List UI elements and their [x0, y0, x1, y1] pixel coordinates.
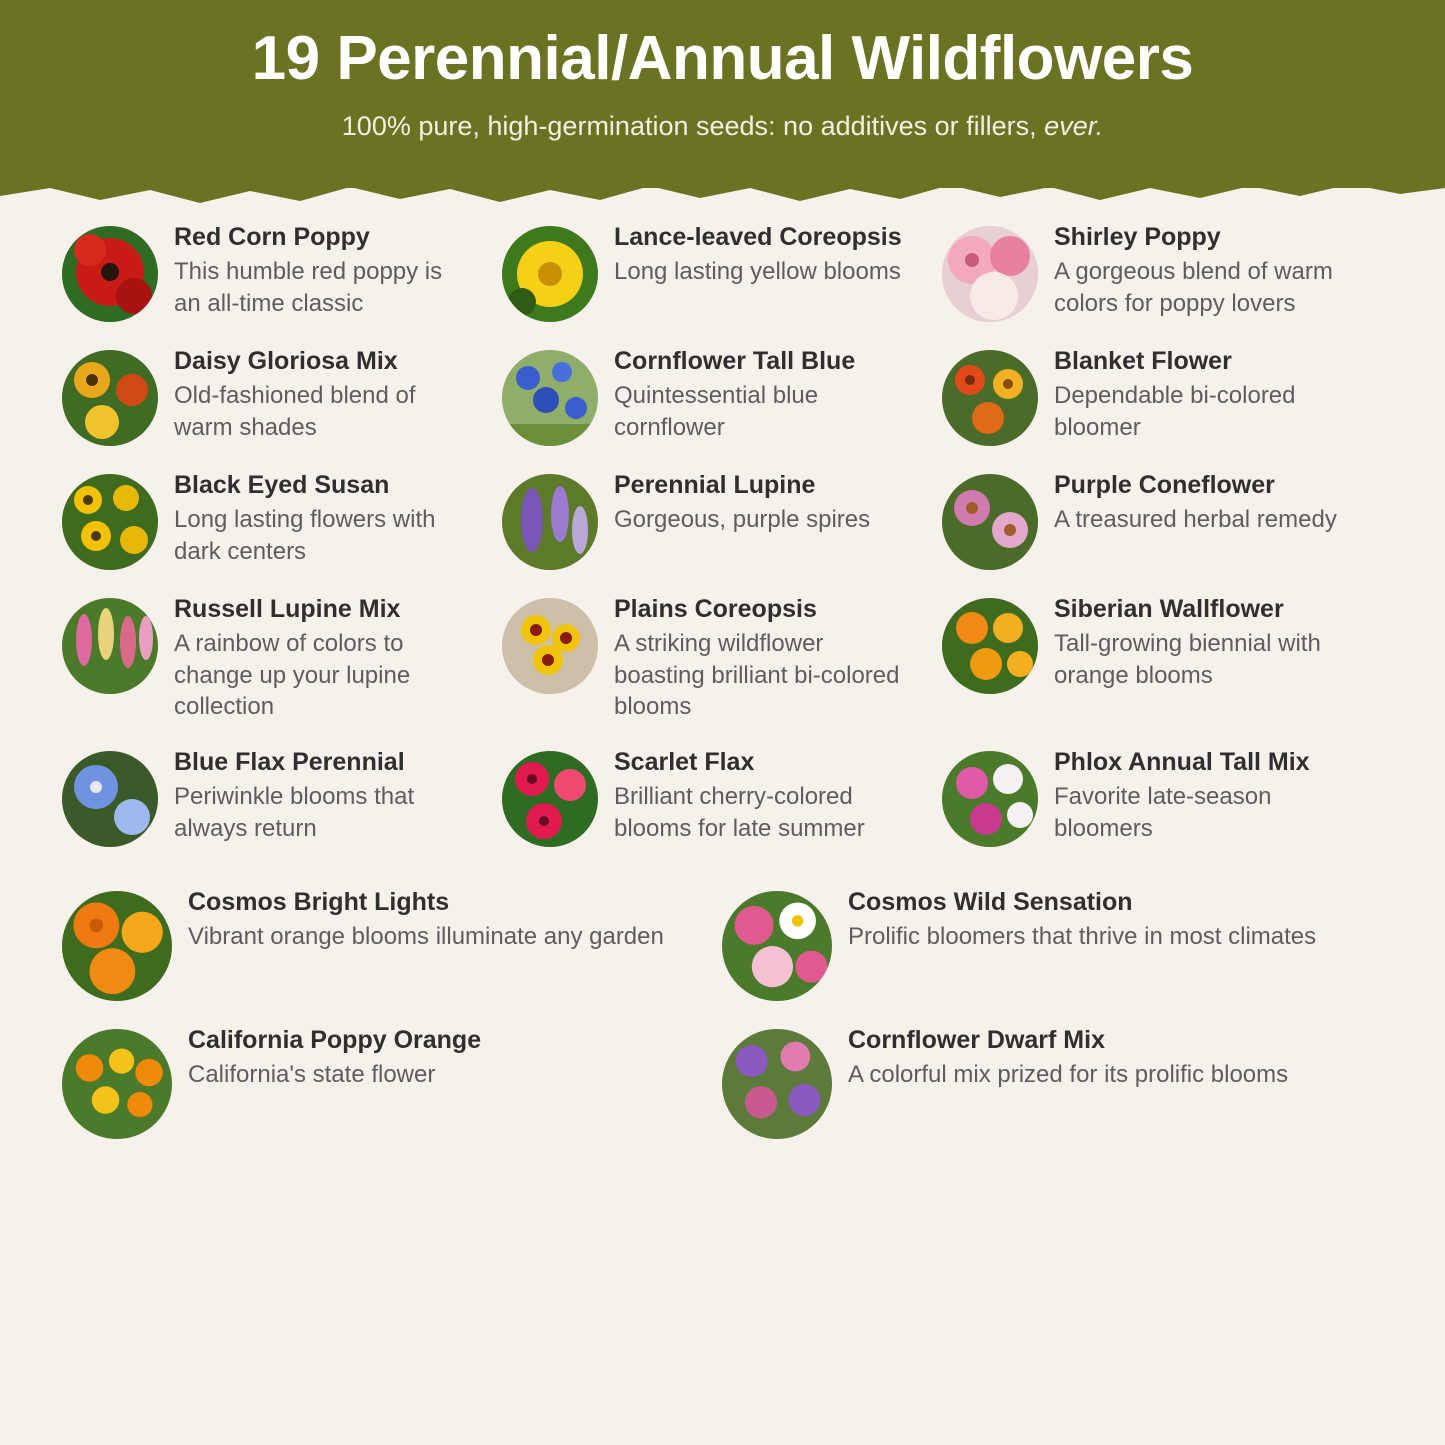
list-item[interactable]: [942, 468, 1382, 570]
flower-name: Shirley Poppy: [1054, 223, 1221, 251]
flower-thumbnail: [62, 1029, 172, 1139]
flower-name: California Poppy Orange: [188, 1026, 482, 1055]
flower-description: Tall-growing biennial with orange blooms: [1054, 630, 1321, 689]
flower-description: Long lasting flowers with dark centers: [174, 506, 436, 565]
subtitle-text: 100% pure, high-germination seeds: no additives or fillers,: [341, 110, 1045, 141]
list-item[interactable]: [502, 745, 942, 847]
list-item[interactable]: [502, 220, 942, 322]
flower-name: Scarlet Flax: [614, 748, 755, 777]
flower-description: Old-fashioned blend of warm shades: [174, 382, 416, 441]
flower-thumbnail: [502, 598, 598, 694]
flower-thumbnail: [942, 474, 1038, 570]
flower-name: Black Eyed Susan: [174, 471, 390, 499]
flower-thumbnail: [942, 751, 1038, 847]
flower-thumbnail: [502, 226, 598, 322]
list-item[interactable]: [722, 1023, 1382, 1139]
torn-paper-edge: [0, 174, 1445, 214]
flower-description: A rainbow of colors to change up your lupine collection: [174, 630, 411, 721]
list-item[interactable]: [62, 885, 722, 1001]
flower-name: Perennial Lupine: [614, 471, 816, 499]
flower-thumbnail: [942, 598, 1038, 694]
flower-name: Purple Coneflower: [1054, 471, 1275, 499]
flower-thumbnail: [62, 226, 158, 322]
list-item[interactable]: [62, 592, 502, 723]
flower-description: Favorite late-season bloomers: [1054, 783, 1272, 842]
flower-name: Blue Flax Perennial: [174, 748, 405, 777]
flower-description: A striking wildflower boasting brilliant bi-colored blooms: [614, 630, 900, 721]
flower-name: Russell Lupine Mix: [174, 595, 401, 623]
flower-description: Prolific bloomers that thrive in most climates: [848, 923, 1317, 951]
flower-thumbnail: [722, 1029, 832, 1139]
flower-name: Phlox Annual Tall Mix: [1054, 748, 1310, 777]
page-title: 19 Perennial/Annual Wildflowers: [251, 24, 1194, 93]
flower-grid-two-column: [0, 885, 1445, 1161]
list-item[interactable]: [942, 344, 1382, 446]
flower-description: Vibrant orange blooms illuminate any garden: [188, 923, 664, 951]
flower-description: A colorful mix prized for its prolific blooms: [848, 1061, 1289, 1089]
list-item[interactable]: [722, 885, 1382, 1001]
flower-name: Daisy Gloriosa Mix: [174, 347, 398, 375]
flower-thumbnail: [62, 891, 172, 1001]
flower-description: This humble red poppy is an all-time classic: [174, 258, 443, 317]
flower-thumbnail: [502, 474, 598, 570]
flower-thumbnail: [722, 891, 832, 1001]
flower-grid-three-column: [0, 220, 1445, 869]
list-item[interactable]: [502, 592, 942, 723]
flower-thumbnail: [942, 350, 1038, 446]
list-item[interactable]: [502, 344, 942, 446]
flower-description: Dependable bi-colored bloomer: [1054, 382, 1296, 441]
flower-description: A gorgeous blend of warm colors for poppy lovers: [1054, 258, 1333, 317]
flower-thumbnail: [62, 751, 158, 847]
flower-list: [0, 188, 1445, 1161]
flower-description: A treasured herbal remedy: [1054, 506, 1337, 533]
flower-thumbnail: [502, 350, 598, 446]
flower-name: Lance-leaved Coreopsis: [614, 223, 902, 251]
list-item[interactable]: [942, 745, 1382, 847]
flower-name: Cosmos Wild Sensation: [848, 888, 1133, 917]
list-item[interactable]: [62, 1023, 722, 1139]
flower-thumbnail: [502, 751, 598, 847]
flower-description: Brilliant cherry-colored blooms for late summer: [614, 783, 865, 842]
flower-name: Red Corn Poppy: [174, 223, 370, 251]
list-item[interactable]: [62, 220, 502, 322]
list-item[interactable]: [62, 468, 502, 570]
list-item[interactable]: [62, 344, 502, 446]
flower-name: Cornflower Dwarf Mix: [848, 1026, 1105, 1055]
flower-description: Quintessential blue cornflower: [614, 382, 819, 441]
flower-name: Cosmos Bright Lights: [188, 888, 450, 917]
subtitle-emphasis: ever.: [1044, 110, 1104, 141]
flower-name: Cornflower Tall Blue: [614, 347, 856, 375]
flower-thumbnail: [62, 350, 158, 446]
flower-description: Gorgeous, purple spires: [614, 506, 871, 533]
flower-thumbnail: [62, 598, 158, 694]
list-item[interactable]: [502, 468, 942, 570]
list-item[interactable]: [62, 745, 502, 847]
flower-thumbnail: [942, 226, 1038, 322]
flower-thumbnail: [62, 474, 158, 570]
page-subtitle: [0, 111, 1445, 142]
flower-name: Blanket Flower: [1054, 347, 1232, 375]
flower-description: Periwinkle blooms that always return: [174, 783, 415, 842]
page-header: [0, 0, 1445, 188]
flower-name: Plains Coreopsis: [614, 595, 817, 623]
flower-description: Long lasting yellow blooms: [614, 258, 901, 285]
list-item[interactable]: [942, 220, 1382, 322]
flower-name: Siberian Wallflower: [1054, 595, 1284, 623]
list-item[interactable]: [942, 592, 1382, 723]
flower-description: California's state flower: [188, 1061, 436, 1089]
